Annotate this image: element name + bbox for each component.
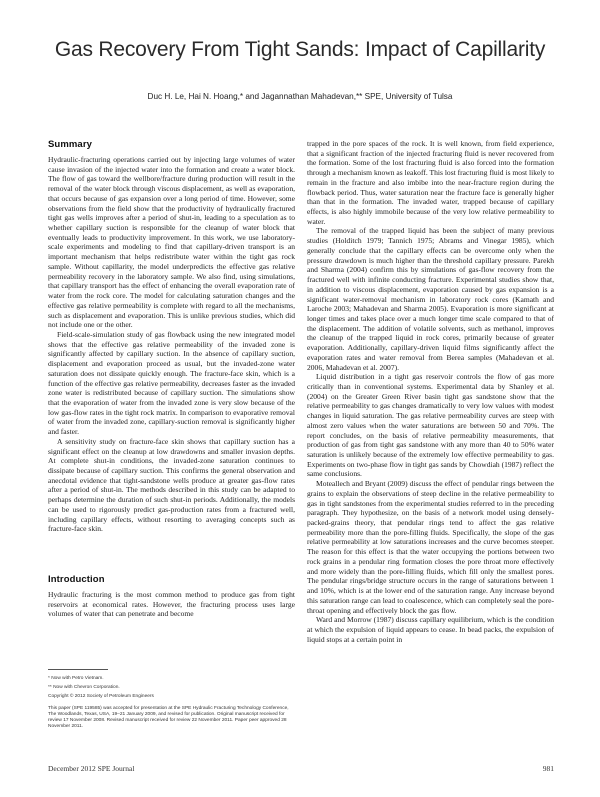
copyright-line: Copyright © 2012 Society of Petroleum Engineers	[48, 694, 154, 699]
summary-paragraph: A sensitivity study on fracture-face skin shows that capillary suction has a significant effect on the cleanup at low drawdowns and smaller invasion depths. At complete shut-in conditions, the invaded-zone saturation continues to dissipate because of capillary suction. This confirms the general observation and anecdotal evidence that tight-sandstone wells produce at greater gas-flow rates after a period of shut-in. The methods described in this study can be adapted to perhaps determine the duration of such shut-in periods. Additionally, the models can be used to rigorously predict gas-production rates from a fractured well, including capillary effects, without resorting to averaging concepts such as fracture-face skin.	[48, 436, 295, 534]
footnote: * Now with Petro Vietnam.	[48, 676, 104, 681]
right-column-text	[307, 139, 554, 767]
summary-paragraph: Field-scale-simulation study of gas flowback using the new integrated model shows that the effective gas relative permeability of the invaded zone is significantly affected by capillary suction. In the absence of capillary suction, displacement and evaporation proceed as usual, but the invaded-zone water saturation does not dissipate quickly enough. The fracture-face skin, which is a function of the effective gas relative permeability, decreases faster as the invaded zone water is redistributed because of capillary suction. The simulations show that the evaporation of water from the invaded zone is very slow because of the low gas-flow rates in the tight rock matrix. In comparison to evaporative removal of water from the invaded zone, capillary-suction removal is significantly higher and faster.	[48, 329, 295, 437]
body-paragraph: Liquid distribution in a tight gas reservoir controls the flow of gas more critically than in conventional systems. Experimental data by Shanley et al. (2004) on the Greater Green River basin tight gas sandstone show that the relative permeability to gas changes dramatically to very low values with modest changes in liquid saturation. The gas relative permeability curves are steep with almost zero values when the water saturations are between 50 and 70%. The report concludes, on the basis of relative permeability measurements, that production of gas from tight gas sandstone with any more than 40 to 50% water saturation is unlikely because of the extremely low effective permeability to gas. Experiments on two-phase flow in tight gas sands by Chowdiah (1987) reflect the same conclusions.	[307, 372, 554, 479]
journal-footer: December 2012 SPE Journal	[48, 764, 135, 773]
page-number: 981	[542, 764, 554, 773]
body-paragraph: Moteallech and Bryant (2009) discuss the effect of pendular rings between the grains to explain the observations of steep decline in the relative permeability to gas in tight sandstones from the experimental studies referred to in the preceding paragraph. They hypothesize, on the basis of a network model using densely-packed-grains theory, that pendular rings tend to affect the gas relative permeability more than the pore-filling fluids. Specifically, the slope of the gas relative permeability at low saturations increases and the curve becomes steeper. The reason for this effect is that the water occupying the portions between two rock grains in a pendular ring formation closes the pore throat more effectively and more widely than the pore-filling fluids, which fill only the smallest pores. The pendular rings/bridge structure occurs in the range of saturations between 1 and 10%, which is at the lower end of the saturation range. Any increase beyond this saturation range can lead to coalescence, which can completely seal the pore-throat opening and effectively block the gas flow.	[307, 479, 554, 615]
paper-authors: Duc H. Le, Hai N. Hoang,* and Jagannathan Mahadevan,** SPE, University of Tulsa	[147, 92, 453, 101]
introduction-section	[48, 574, 295, 638]
body-paragraph: The removal of the trapped liquid has been the subject of many previous studies (Holditch 1979; Tannich 1975; Abrams and Vinegar 1985), which generally conclude that the capillary effects can be overcome only when the pressure drawdown is much higher than the threshold capillary pressure. Parekh and Sharma (2004) confirm this by simulations of gas-flow recovery from the fractured well with infinite conducting fracture. Experimental studies show that, in addition to viscous displacement, evaporation caused by gas expansion is a significant water-removal mechanism in laboratory rock cores (Kamath and Laroche 2003; Mahadevan and Sharma 2005). Evaporation is more significant at longer times and takes place over a much longer time scale compared to that of the displacement. The addition of volatile solvents, such as methanol, improves the cleanup of the trapped liquid in rock cores, primarily because of greater evaporation. Additionally, capillary-driven liquid films significantly affect the evaporation rates and water removal from Berea samples (Mahadevan et al. 2006, Mahadevan et al. 2007).	[307, 226, 554, 372]
right-column	[307, 139, 554, 767]
summary-section	[48, 139, 295, 573]
publication-note: This paper (SPE 119585) was accepted for presentation at the SPE Hydraulic Fracturing Technology Conference, The Woodlands, Texas, USA, 19–21 January 2009, and revised for publication. Original manuscript received for review 17 November 2008. Revised manuscript received for review 22 November 2011. Paper peer approved 28 November 2011.	[48, 706, 289, 729]
footnotes	[48, 676, 293, 730]
footnote-rule	[48, 669, 108, 670]
body-paragraph: Ward and Morrow (1987) discuss capillary equilibrium, which is the condition at which the expulsion of liquid appears to cease. In bead packs, the expulsion of liquid stops at a certain point in	[307, 615, 554, 644]
summary-heading: Summary	[48, 139, 92, 150]
introduction-heading: Introduction	[48, 574, 105, 585]
summary-paragraph: Hydraulic-fracturing operations carried out by injecting large volumes of water cause invasion of the injected water into the formation and create a water block. The flow of gas toward the wellbore/fracture during production will result in the removal of the water block through viscous displacement, as well as evaporation, that occurs because of gas expansion over a long period of time. However, some observations from the field show that the productivity of hydraulically fractured tight gas wells improves after a period of shut-in, leading to a speculation as to whether capillary suction is responsible for the cleanup of water block that eventually leads to productivity improvement. In this work, we use laboratory-scale experiments and modeling to find that capillary-driven transport is an important mechanism that helps redistribute water within the tight gas rock sample. Without capillarity, the model underpredicts the effective gas relative permeability recovery in the laboratory sample. We also find, using simulations, that capillary transport has the effect of enhancing the overall evaporation rate of water from the rock core. The model for calculating saturation changes and the effective gas relative permeability is complete with regard to all the mechanisms, such as displacement and evaporation. This is unlike previous studies, which did not include one or the other.	[48, 155, 295, 330]
paper-title: Gas Recovery From Tight Sands: Impact of Capillarity	[54, 38, 546, 61]
body-paragraph: trapped in the pore spaces of the rock. It is well known, from field experience, that a significant fraction of the injected fracturing fluid is never recovered from the formation. Some of the lost fracturing fluid is also forced into the formation through a mechanism known as leakoff. This lost fracturing fluid is most likely to remain in the fracture and also imbibe into the near-fracture region during the flowback period. Thus, water saturation near the fracture face is generally higher than that in the formation. The invaded water, trapped because of capillary effects, is also highly immobile because of the very low relative permeability to water.	[307, 139, 554, 226]
footnote: ** Now with Chevron Corporation.	[48, 685, 120, 690]
left-column	[48, 139, 295, 619]
introduction-paragraph: Hydraulic fracturing is the most common method to produce gas from tight reservoirs at economical rates. However, the fracturing process uses large volumes of water that can penetrate and become	[48, 590, 295, 619]
